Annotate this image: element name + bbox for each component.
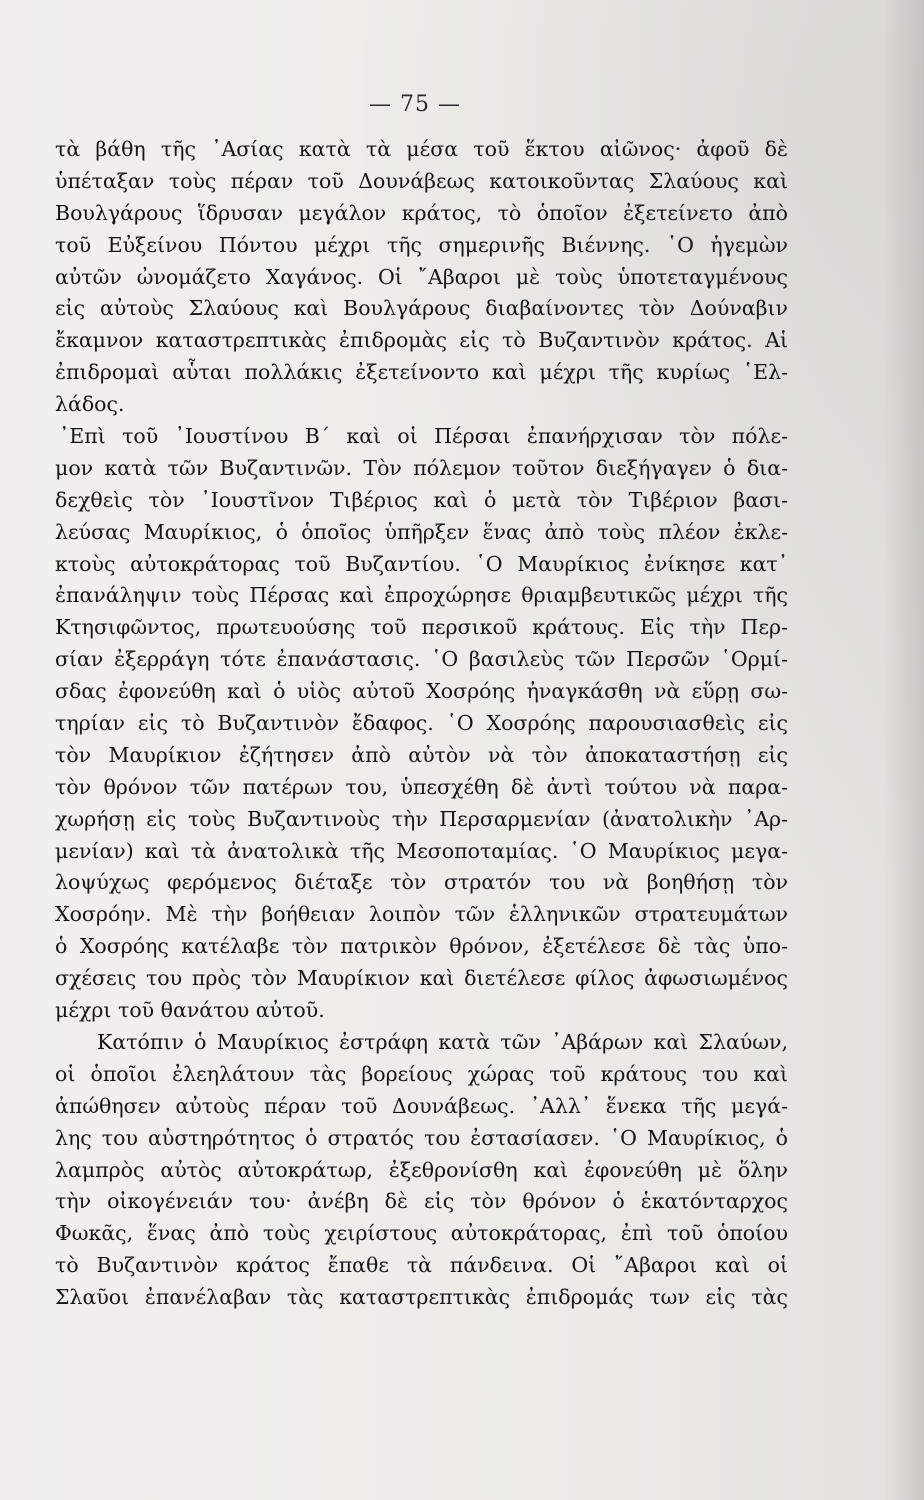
text-line-35: Φωκᾶς, ἕνας ἀπὸ τοὺς χειρίστους αὐτοκράτορας, ἐπὶ τοῦ ὁποίου — [55, 1221, 788, 1246]
text-line-37: Σλαῦοι ἐπανέλαβαν τὰς καταστρεπτικὰς ἐπιδρομάς των εἰς τὰς — [55, 1285, 788, 1310]
text-line-27: σχέσεις του πρὸς τὸν Μαυρίκιον καὶ διετέλεσε φίλος ἀφωσιωμένος — [55, 966, 788, 991]
text-line-12: δεχθεὶς τὸν ᾿Ιουστῖνον Τιβέριος καὶ ὁ μετὰ τὸν Τιβέριον βασι- — [55, 487, 788, 512]
text-line-34: τὴν οἰκογένειάν του· ἀνέβη δὲ εἰς τὸν θρόνον ὁ ἑκατόνταρχος — [55, 1189, 788, 1214]
text-line-1: τὰ βάθη τῆς ᾿Ασίας κατὰ τὰ μέσα τοῦ ἕκτου αἰῶνος· ἀφοῦ δὲ — [55, 137, 788, 161]
page-edge-shadow — [884, 0, 924, 1500]
text-line-36: τὸ Βυζαντινὸν κράτος ἔπαθε τὰ πάνδεινα. Οἱ ῎Αβαροι καὶ οἱ — [55, 1253, 788, 1278]
text-line-9: λάδος. — [55, 392, 125, 417]
text-line-7: ἔκαμνον καταστρεπτικὰς ἐπιδρομὰς εἰς τὸ Βυζαντινὸν κράτος. Αἱ — [55, 328, 788, 353]
text-line-20: τὸν Μαυρίκιον ἐζήτησεν ἀπὸ αὐτὸν νὰ τὸν ἀποκαταστήσῃ εἰς — [55, 742, 788, 767]
page-number: — 75 — — [369, 92, 461, 117]
text-line-6: εἰς αὐτοὺς Σλαύους καὶ Βουλγάρους διαβαίνοντες τὸν Δούναβιν — [55, 296, 788, 321]
body-text — [55, 134, 788, 1314]
text-line-14: κτοὺς αὐτοκράτορας τοῦ Βυζαντίου. ῾Ο Μαυρίκιος ἐνίκησε κατ᾿ — [55, 551, 788, 576]
text-line-22: χωρήσῃ εἰς τοὺς Βυζαντινοὺς τὴν Περσαρμενίαν (ἀνατολικὴν ᾿Αρ- — [55, 806, 788, 831]
text-line-33: λαμπρὸς αὐτὸς αὐτοκράτωρ, ἐξεθρονίσθη καὶ ἐφονεύθη μὲ ὅλην — [55, 1157, 788, 1182]
text-line-28: μέχρι τοῦ θανάτου αὐτοῦ. — [55, 998, 325, 1023]
text-line-25: Χοσρόην. Μὲ τὴν βοήθειαν λοιπὸν τῶν ἑλληνικῶν στρατευμάτων — [55, 902, 788, 927]
text-line-13: λεύσας Μαυρίκιος, ὁ ὁποῖος ὑπῆρξεν ἕνας ἀπὸ τοὺς πλέον ἐκλε- — [55, 519, 788, 544]
text-line-16: Κτησιφῶντος, πρωτευούσης τοῦ περσικοῦ κράτους. Εἰς τὴν Περ- — [55, 615, 788, 640]
text-line-23: μενίαν) καὶ τὰ ἀνατολικὰ τῆς Μεσοποταμίας. ῾Ο Μαυρίκιος μεγα- — [55, 838, 788, 863]
text-line-15: ἐπανάληψιν τοὺς Πέρσας καὶ ἐπροχώρησε θριαμβευτικῶς μέχρι τῆς — [55, 583, 788, 608]
text-line-8: ἐπιδρομαὶ αὗται πολλάκις ἐξετείνοντο καὶ μέχρι τῆς κυρίως ῾Ελ- — [55, 360, 788, 385]
text-line-18: σδας ἐφονεύθη καὶ ὁ υἱὸς αὐτοῦ Χοσρόης ἠναγκάσθη νὰ εὕρῃ σω- — [55, 679, 788, 704]
text-line-2: ὑπέταξαν τοὺς πέραν τοῦ Δουνάβεως κατοικοῦντας Σλαύους καὶ — [55, 168, 788, 193]
text-line-21: τὸν θρόνον τῶν πατέρων του, ὑπεσχέθη δὲ ἀντὶ τούτου νὰ παρα- — [55, 774, 788, 799]
text-line-10: ᾿Επὶ τοῦ ᾿Ιουστίνου Β΄ καὶ οἱ Πέρσαι ἐπανήρχισαν τὸν πόλε- — [59, 424, 788, 449]
text-line-5: αὐτῶν ὠνομάζετο Χαγάνος. Οἱ ῎Αβαροι μὲ τοὺς ὑποτεταγμένους — [55, 264, 788, 289]
text-line-11: μον κατὰ τῶν Βυζαντινῶν. Τὸν πόλεμον τοῦτον διεξήγαγεν ὁ δια- — [55, 455, 788, 480]
text-line-4: τοῦ Εὐξείνου Πόντου μέχρι τῆς σημερινῆς Βιέννης. ῾Ο ἡγεμὼν — [55, 232, 788, 257]
text-line-19: τηρίαν εἰς τὸ Βυζαντινὸν ἔδαφος. ῾Ο Χοσρόης παρουσιασθεὶς εἰς — [55, 711, 788, 736]
text-line-17: σίαν ἐξερράγη τότε ἐπανάστασις. ῾Ο βασιλεὺς τῶν Περσῶν ῾Ορμί- — [55, 647, 788, 672]
text-line-30: οἱ ὁποῖοι ἐλεηλάτουν τὰς βορείους χώρας τοῦ κράτους του καὶ — [55, 1061, 788, 1086]
text-line-24: λοψύχως φερόμενος διέταξε τὸν στρατόν του νὰ βοηθήσῃ τὸν — [55, 870, 788, 895]
text-line-29: Κατόπιν ὁ Μαυρίκιος ἐστράφη κατὰ τῶν ᾿Αβάρων καὶ Σλαύων, — [97, 1029, 788, 1054]
text-line-26: ὁ Χοσρόης κατέλαβε τὸν πατρικὸν θρόνον, ἐξετέλεσε δὲ τὰς ὑπο- — [55, 934, 788, 959]
text-line-3: Βουλγάρους ἵδρυσαν μεγάλον κράτος, τὸ ὁποῖον ἐξετείνετο ἀπὸ — [55, 200, 788, 225]
text-line-31: ἀπώθησεν αὐτοὺς πέραν τοῦ Δουνάβεως. ᾿Αλλ᾿ ἕνεκα τῆς μεγά- — [55, 1093, 788, 1118]
text-line-32: λης του αὐστηρότητος ὁ στρατός του ἐστασίασεν. ῾Ο Μαυρίκιος, ὁ — [55, 1125, 788, 1150]
